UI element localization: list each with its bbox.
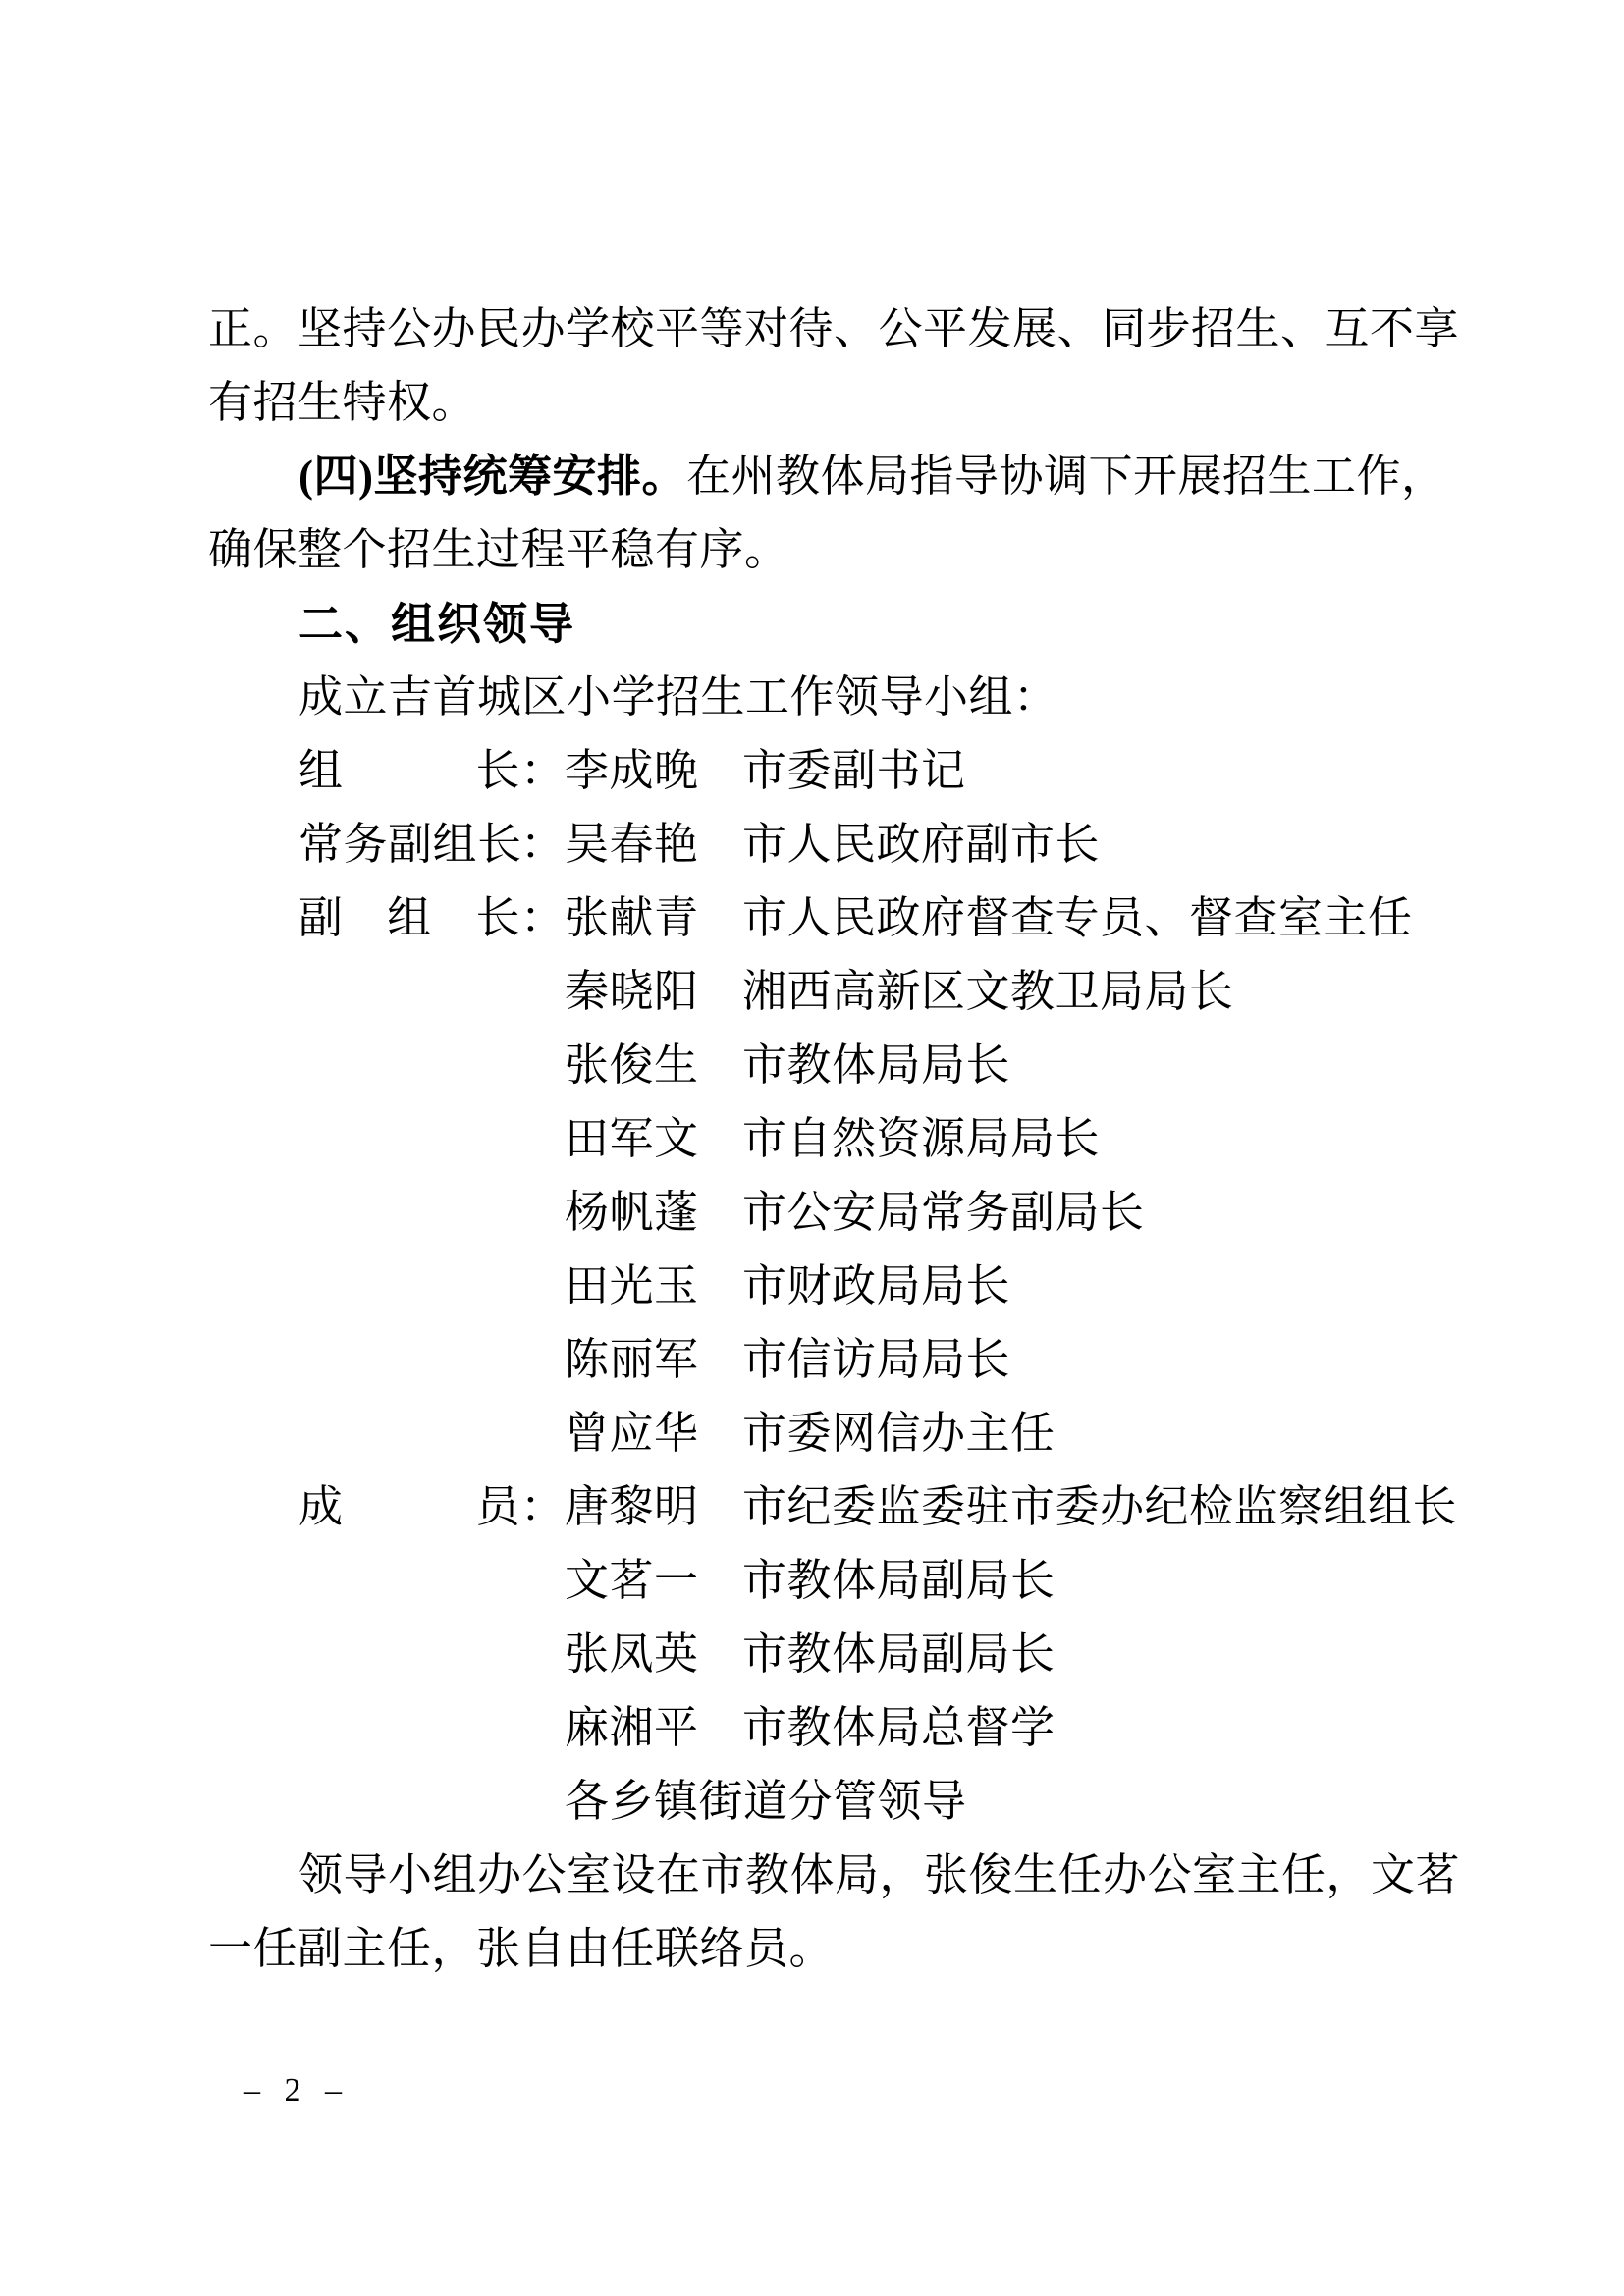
roster-person-title: 市公安局常务副局长 <box>742 1188 1145 1237</box>
roster-role-label <box>298 1323 520 1397</box>
roster-row <box>208 881 1426 955</box>
roster-person-name: 杨帆蓬 <box>565 1188 699 1237</box>
roster-person-title: 市人民政府督查专员、督查室主任 <box>742 893 1413 942</box>
roster-person-title: 市教体局副局长 <box>742 1556 1056 1605</box>
roster-colon <box>520 955 565 1029</box>
roster-role-label: 常 务 副 组 长 <box>298 820 522 869</box>
roster-person-name: 秦晓阳 <box>565 967 699 1016</box>
roster-colon <box>520 1176 565 1250</box>
document-body <box>208 293 1461 1986</box>
paragraph-line: 正。坚持公办民办学校平等对待、公平发展、同步招生、互不享 <box>208 304 1460 353</box>
roster-person-title: 市教体局局长 <box>742 1041 1011 1090</box>
roster-role-label: 组 长 <box>298 746 520 795</box>
roster-role-label <box>298 1397 520 1470</box>
roster-person-name: 田光玉 <box>565 1261 699 1310</box>
roster-row <box>208 955 1426 1029</box>
roster-row <box>208 1176 1426 1250</box>
roster-person-title: 市信访局局长 <box>742 1335 1011 1384</box>
paragraph-line: 一任副主任，张自由任联络员。 <box>208 1924 835 1973</box>
roster-person-title: 市委网信办主任 <box>742 1409 1056 1458</box>
roster-row <box>208 1544 1426 1618</box>
roster-role-label <box>298 1029 520 1102</box>
roster-row <box>208 1029 1426 1102</box>
roster-role-label <box>298 1544 520 1618</box>
roster-row <box>208 808 1426 881</box>
roster-colon <box>520 1765 565 1839</box>
roster-row <box>208 1691 1426 1765</box>
paragraph-line: 成立吉首城区小学招生工作领导小组： <box>298 672 1058 721</box>
roster-row <box>208 1102 1426 1176</box>
roster-colon <box>520 1618 565 1691</box>
roster-person-name: 各乡镇街道分管领导 <box>565 1777 967 1826</box>
paragraph-text: 在州教体局指导协调下开展招生工作， <box>685 452 1446 501</box>
bold-clause: (四)坚持统筹安排。 <box>298 452 686 501</box>
roster-role-label: 副 组 长 <box>298 893 520 942</box>
roster-person-title: 市委副书记 <box>742 746 966 795</box>
roster-colon <box>520 1691 565 1765</box>
roster-role-label: 成 员 <box>298 1482 520 1531</box>
section-heading: 二、组织领导 <box>298 599 576 649</box>
roster-colon <box>520 1102 565 1176</box>
page-number: – 2 – <box>244 2072 350 2109</box>
roster-colon <box>520 1323 565 1397</box>
roster-row <box>208 1618 1426 1691</box>
roster-person-title: 市纪委监委驻市委办纪检监察组组长 <box>742 1482 1458 1531</box>
paragraph-line: 有招生特权。 <box>208 378 477 427</box>
roster-role-label <box>298 1102 520 1176</box>
roster-colon <box>520 1397 565 1470</box>
roster-row <box>208 1250 1426 1323</box>
roster-person-title: 湘西高新区文教卫局局长 <box>742 967 1234 1016</box>
roster-role-label <box>298 1691 520 1765</box>
roster-role-label <box>298 1618 520 1691</box>
roster-person-name: 吴春艳 <box>565 820 699 869</box>
roster-row <box>208 1470 1458 1544</box>
roster-colon <box>520 1029 565 1102</box>
roster-person-title: 市教体局副局长 <box>742 1629 1056 1679</box>
roster-person-name: 曾应华 <box>565 1409 699 1458</box>
paragraph-line <box>208 440 1446 513</box>
roster-person-name: 张俊生 <box>565 1041 699 1090</box>
roster-colon: ： <box>520 746 566 795</box>
roster-colon <box>520 1544 565 1618</box>
roster-person-name: 麻湘平 <box>565 1703 699 1752</box>
roster-person-name: 田军文 <box>565 1114 699 1163</box>
roster-colon: ： <box>520 893 566 942</box>
roster-person-name: 陈丽军 <box>565 1335 699 1384</box>
roster-row <box>208 1323 1426 1397</box>
roster-row <box>208 1765 1426 1839</box>
roster-row <box>208 1397 1426 1470</box>
paragraph-line: 领导小组办公室设在市教体局，张俊生任办公室主任，文茗 <box>298 1850 1461 1899</box>
roster-person-title: 市财政局局长 <box>742 1261 1011 1310</box>
roster-person-name: 张凤英 <box>565 1629 699 1679</box>
roster-role-label <box>298 1765 520 1839</box>
roster-role-label <box>298 955 520 1029</box>
roster-person-title: 市自然资源局局长 <box>742 1114 1101 1163</box>
leadership-roster <box>208 734 1458 1839</box>
roster-colon: ： <box>520 1482 566 1531</box>
roster-person-name: 张献青 <box>565 893 699 942</box>
roster-colon <box>520 1250 565 1323</box>
roster-person-title: 市教体局总督学 <box>742 1703 1056 1752</box>
roster-person-title: 市人民政府副市长 <box>742 820 1101 869</box>
roster-colon: ： <box>520 820 566 869</box>
roster-person-name: 唐黎明 <box>565 1482 699 1531</box>
roster-person-name: 李成晚 <box>565 746 699 795</box>
roster-row <box>208 734 1426 808</box>
paragraph-line: 确保整个招生过程平稳有序。 <box>208 525 789 574</box>
roster-role-label <box>298 1250 520 1323</box>
roster-role-label <box>298 1176 520 1250</box>
roster-person-name: 文茗一 <box>565 1556 699 1605</box>
